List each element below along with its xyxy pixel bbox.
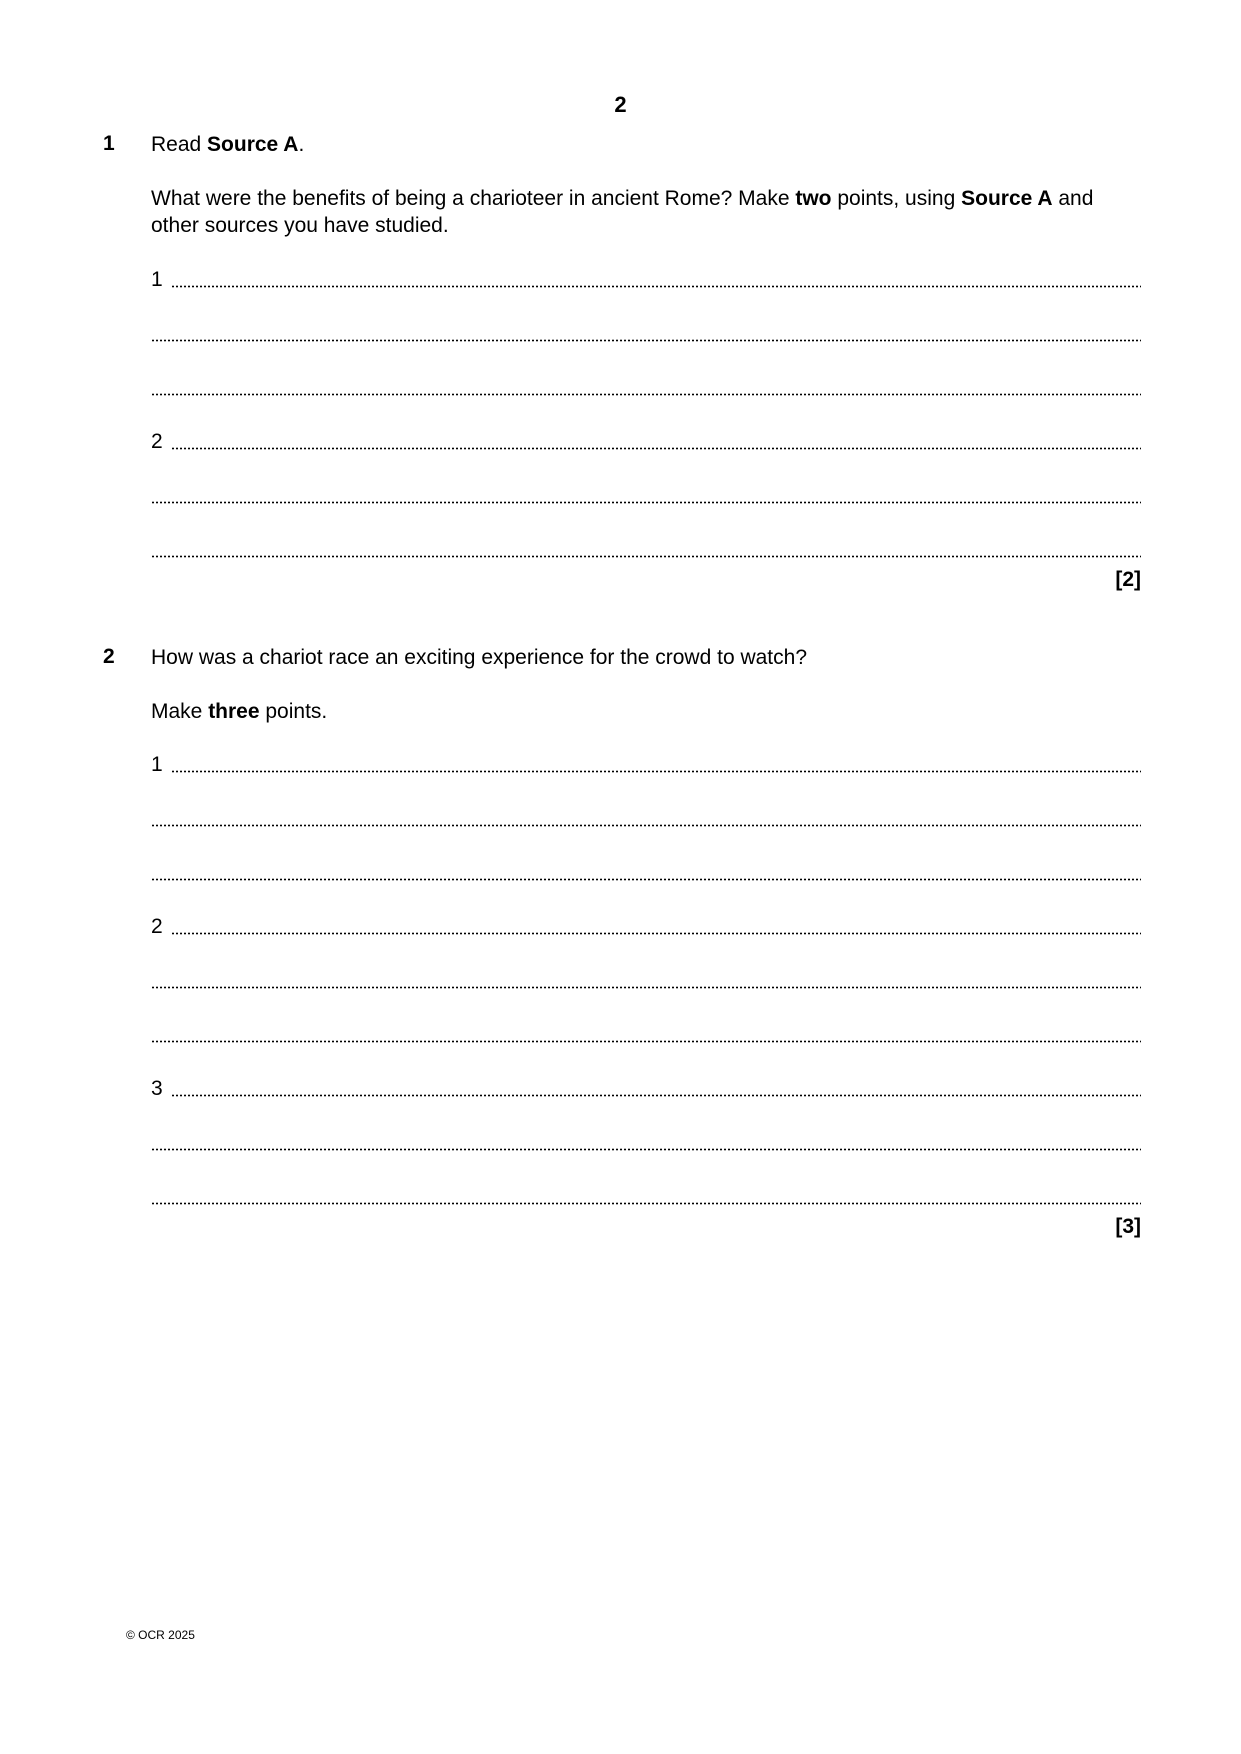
dotted-line (171, 932, 1141, 935)
q1-answer-line-2[interactable] (151, 322, 1141, 346)
question-2-number: 2 (103, 645, 115, 668)
prompt-text-c: and other sources you have studied. (151, 187, 1094, 237)
page-number: 2 (614, 92, 627, 117)
question-1-number: 1 (103, 132, 115, 155)
q1-answer-line-1[interactable] (151, 268, 1141, 292)
q2-answer-line-9[interactable] (151, 1185, 1141, 1209)
q2-marks: [3] (1115, 1215, 1141, 1238)
read-prefix: Read (151, 133, 208, 156)
dotted-line (171, 447, 1141, 450)
dotted-line (151, 878, 1141, 881)
q1-marks: [2] (1115, 568, 1141, 591)
dotted-line (151, 501, 1141, 504)
q2-point-label-3: 3 (151, 1077, 163, 1100)
q2-answer-line-5[interactable] (151, 969, 1141, 993)
q2-answer-line-3[interactable] (151, 861, 1141, 885)
dotted-line (171, 1094, 1141, 1097)
q2-answer-line-1[interactable] (151, 753, 1141, 777)
prompt-text-b: points, using (831, 187, 962, 210)
make-prefix: Make (151, 700, 209, 723)
q1-point-label-2: 2 (151, 430, 163, 453)
q2-answer-line-7[interactable] (151, 1077, 1141, 1101)
read-suffix: . (298, 133, 305, 156)
q1-point-label-1: 1 (151, 268, 163, 291)
question-1-prompt (151, 185, 1141, 239)
dotted-line (151, 393, 1141, 396)
q2-point-label-2: 2 (151, 915, 163, 938)
prompt-bold-source: Source A (961, 187, 1053, 210)
prompt-bold-two: two (795, 187, 832, 210)
q2-answer-line-8[interactable] (151, 1131, 1141, 1155)
question-2-instruction (151, 698, 1141, 725)
dotted-line (171, 285, 1141, 288)
q1-answer-line-4[interactable] (151, 430, 1141, 454)
dotted-line (151, 1040, 1141, 1043)
dotted-line (151, 1202, 1141, 1205)
dotted-line (151, 555, 1141, 558)
dotted-line (151, 986, 1141, 989)
dotted-line (171, 770, 1141, 773)
dotted-line (151, 1148, 1141, 1151)
source-a-ref: Source A (207, 133, 299, 156)
make-bold-three: three (208, 700, 260, 723)
prompt-text-a: What were the benefits of being a charioteer in ancient Rome? Make (151, 187, 796, 210)
q2-answer-line-6[interactable] (151, 1023, 1141, 1047)
q1-answer-line-3[interactable] (151, 376, 1141, 400)
question-2-text: How was a chariot race an exciting experience for the crowd to watch? (151, 646, 807, 669)
q1-answer-line-5[interactable] (151, 484, 1141, 508)
q2-answer-line-2[interactable] (151, 807, 1141, 831)
q2-answer-line-4[interactable] (151, 915, 1141, 939)
q2-point-label-1: 1 (151, 753, 163, 776)
question-1-instruction (151, 131, 1141, 158)
dotted-line (151, 339, 1141, 342)
copyright-footer: © OCR 2025 (126, 1628, 195, 1642)
make-suffix: points. (259, 700, 328, 723)
q1-answer-line-6[interactable] (151, 538, 1141, 562)
dotted-line (151, 824, 1141, 827)
